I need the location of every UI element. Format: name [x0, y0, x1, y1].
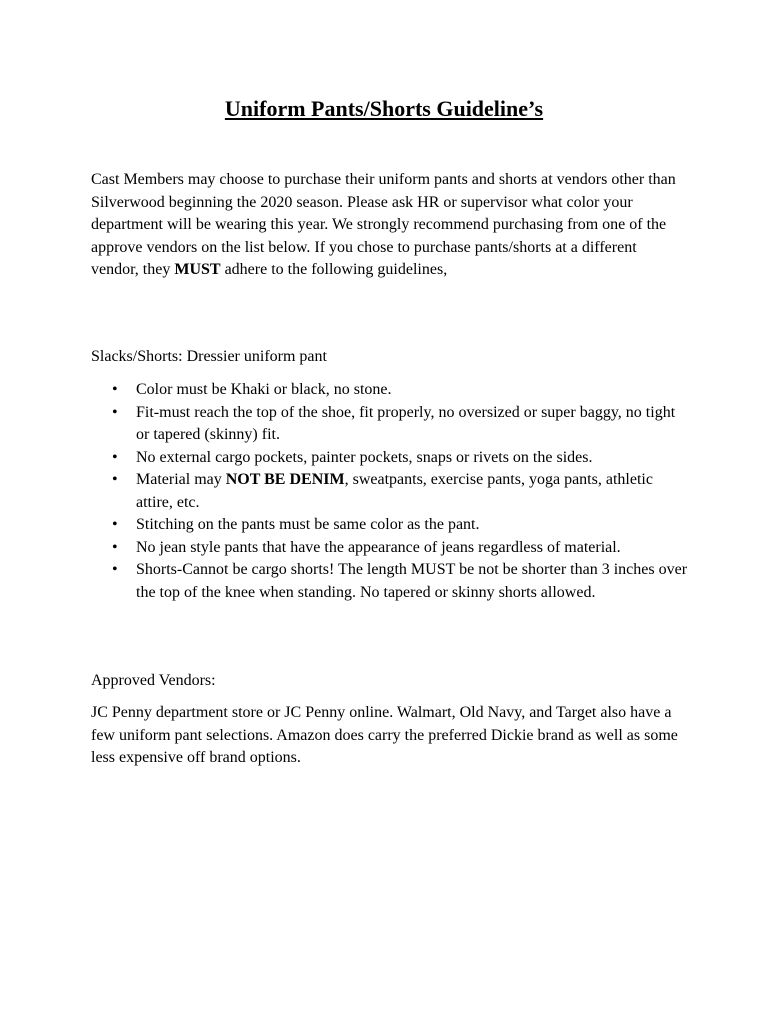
bullet-icon: •: [112, 448, 118, 466]
guideline-item-material: [91, 469, 691, 514]
guideline-item-jeans: [91, 537, 691, 560]
guideline-emphasis-denim: NOT BE DENIM: [225, 471, 345, 488]
approved-vendors-paragraph: JC Penny department store or JC Penny online. Walmart, Old Navy, and Target also have a few uniform pant selections. Amazon does carry the preferred Dickie brand as well as some less expensive off brand options.: [91, 704, 678, 766]
guidelines-list: [91, 379, 691, 604]
approved-vendors-heading: Approved Vendors:: [91, 672, 216, 689]
document-title: Uniform Pants/Shorts Guideline’s: [224, 96, 544, 121]
guideline-text: No jean style pants that have the appearance of jeans regardless of material.: [136, 538, 621, 556]
bullet-icon: •: [112, 471, 118, 488]
bullet-icon: •: [112, 403, 118, 421]
bullet-icon: •: [112, 516, 118, 533]
guideline-item-color: [91, 379, 691, 402]
guideline-text-end: , sweatpants, exercise pants, yoga pants, athletic attire, etc.: [136, 471, 653, 511]
guideline-text: Stitching on the pants must be same color as the pant.: [136, 516, 480, 533]
guideline-text: No external cargo pockets, painter pockets, snaps or rivets on the sides.: [136, 448, 593, 466]
guideline-item-fit: [91, 402, 691, 447]
guideline-item-stitching: [91, 514, 691, 537]
intro-text-start: Cast Members may choose to purchase their uniform pants and shorts at vendors other than Silverwood beginning the 2020 season. Please ask HR or supervisor what color your department will be wearing this year. We strongly recommend purchasing from one of the approve vendors on the list below. If you chose to purchase pants/shorts at a different vendor, they: [91, 171, 676, 278]
bullet-icon: •: [112, 538, 118, 556]
intro-text-end: adhere to the following guidelines,: [220, 261, 448, 278]
intro-emphasis-must: MUST: [174, 261, 221, 278]
guideline-text: Fit-must reach the top of the shoe, fit properly, no oversized or super baggy, no tight or tapered (skinny) fit.: [136, 403, 676, 443]
guideline-text-start: Material may: [136, 471, 226, 488]
intro-paragraph: [91, 169, 681, 282]
guideline-item-pockets: [91, 447, 691, 470]
guideline-item-shorts: [91, 559, 691, 604]
bullet-icon: •: [112, 561, 118, 578]
guideline-text: Color must be Khaki or black, no stone.: [136, 381, 392, 398]
bullet-icon: •: [112, 381, 118, 398]
guideline-text: Shorts-Cannot be cargo shorts! The length MUST be not be shorter than 3 inches over the top of the knee when standing. No tapered or skinny shorts allowed.: [136, 561, 688, 601]
slacks-shorts-heading: Slacks/Shorts: Dressier uniform pant: [91, 348, 327, 365]
